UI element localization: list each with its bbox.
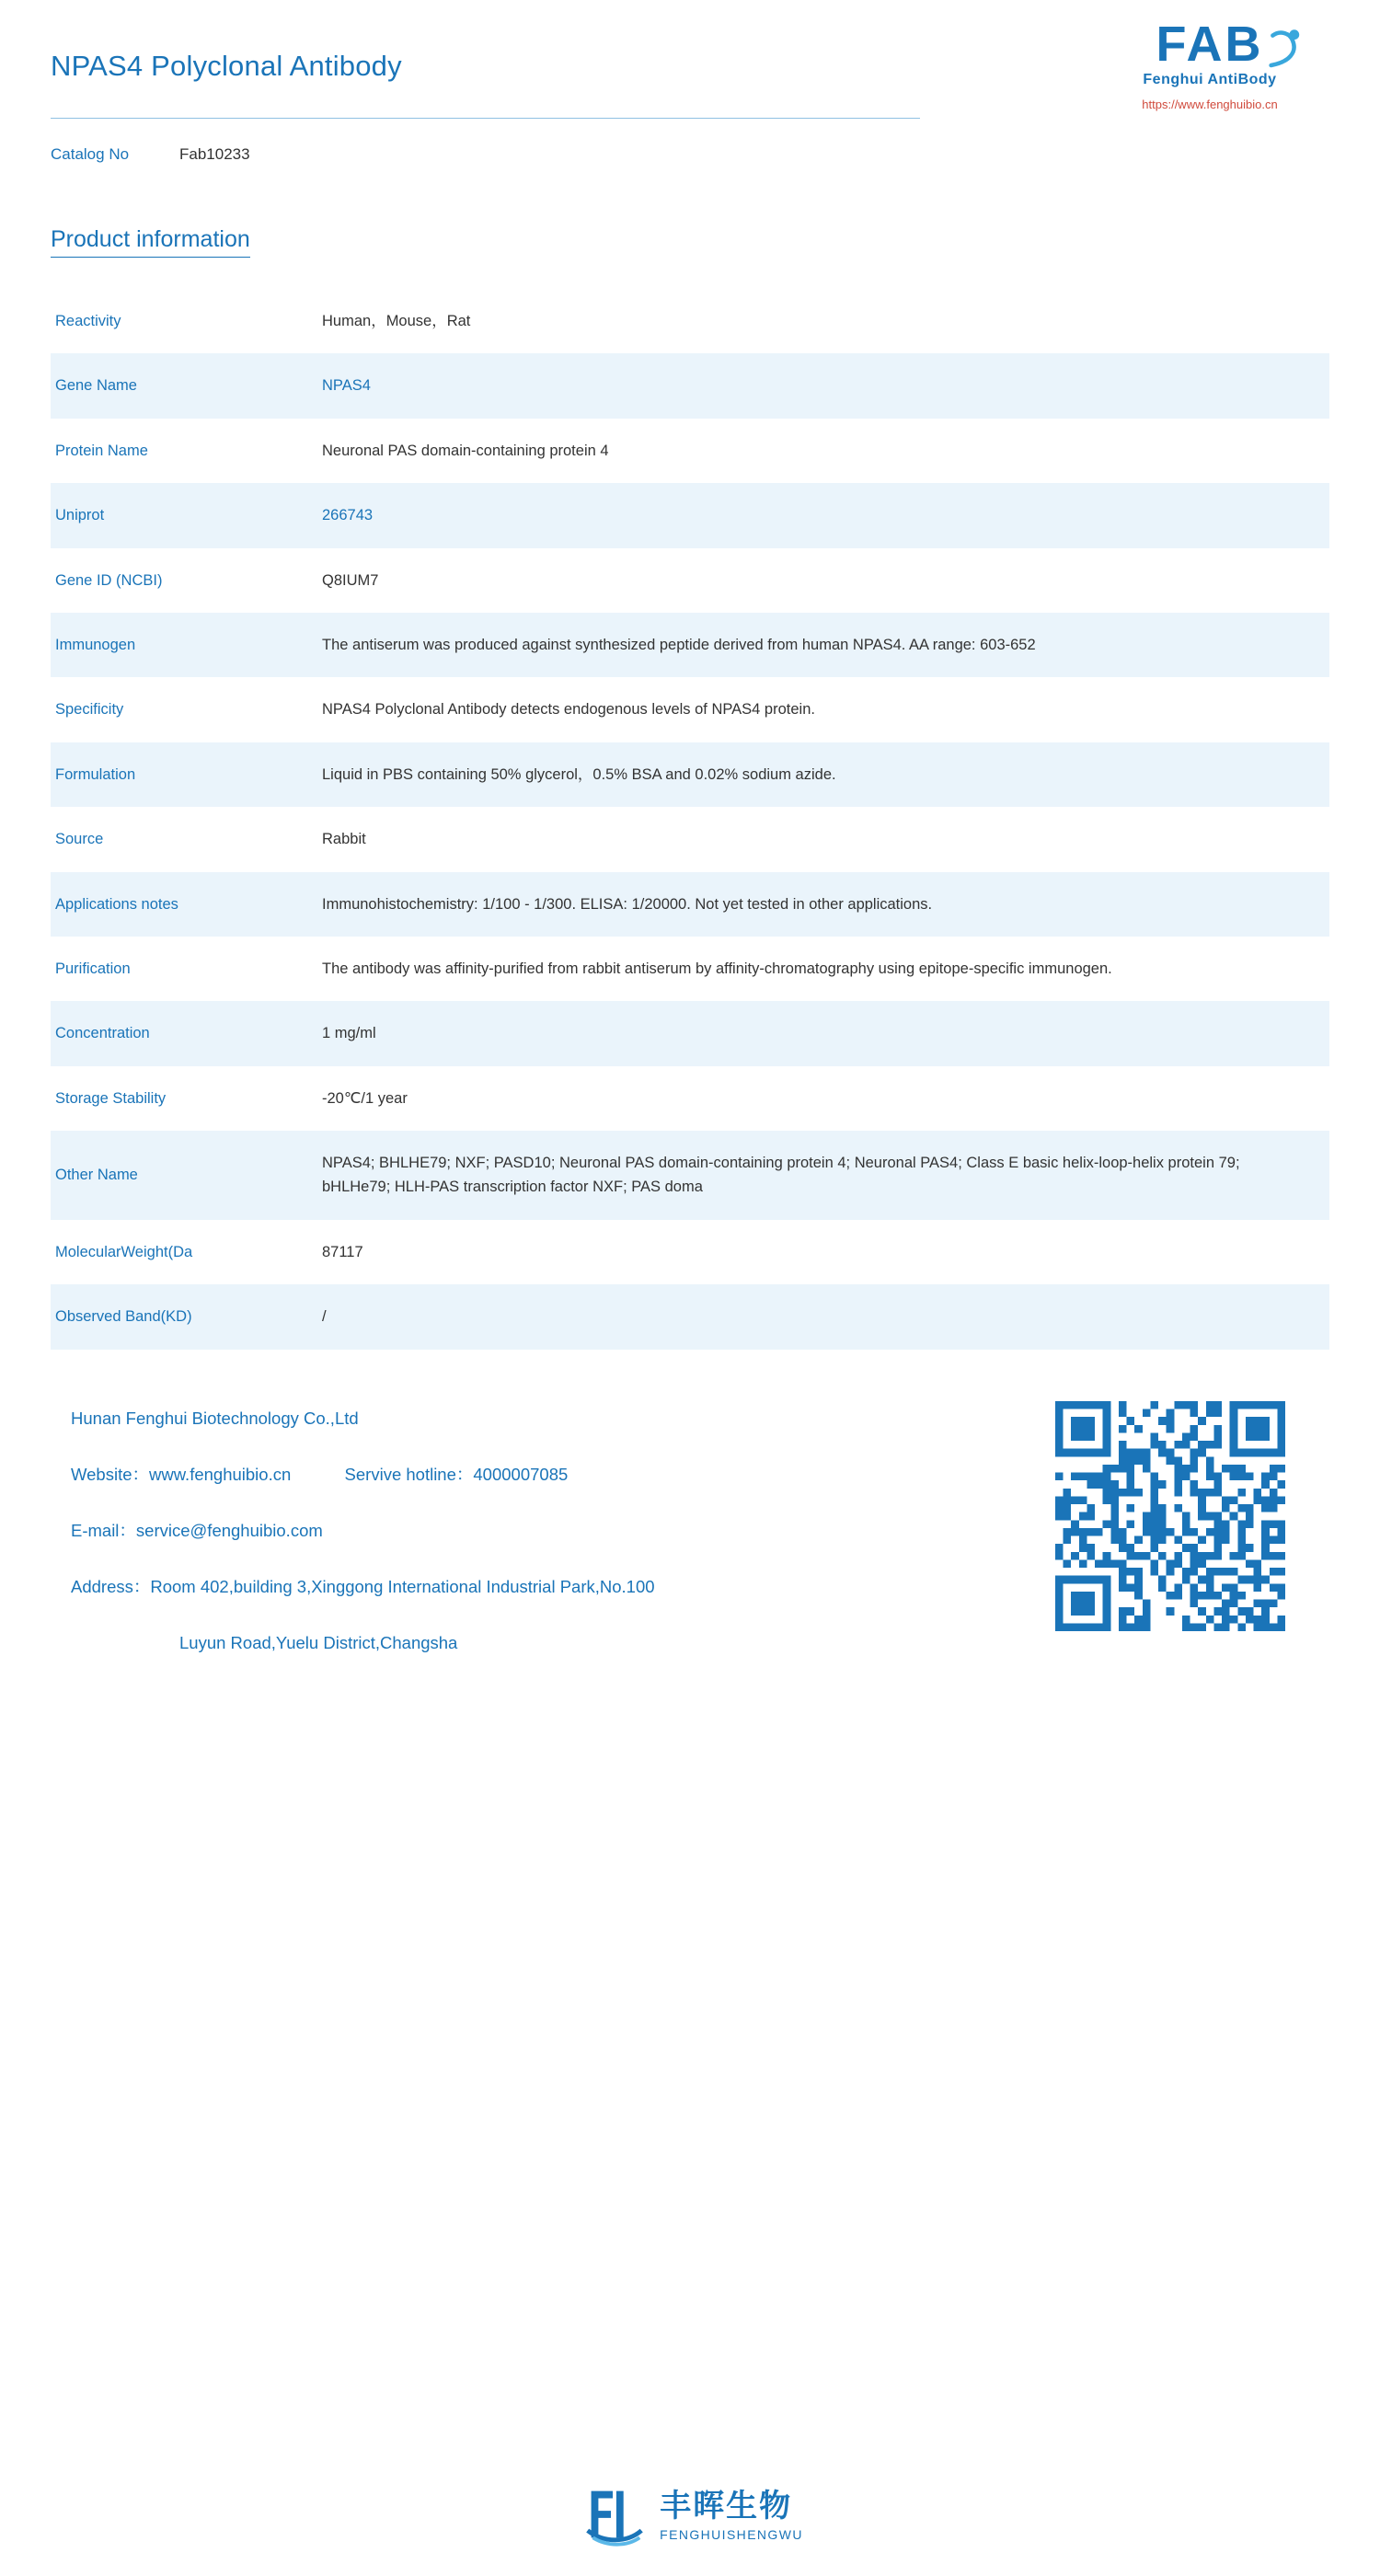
table-row xyxy=(51,353,1329,418)
logo-subtitle: Fenghui AntiBody xyxy=(1143,72,1277,87)
row-value: Immunohistochemistry: 1/100 - 1/300. ELISA: 1/20000. Not yet tested in other applications. xyxy=(322,872,1329,937)
catalog-value: Fab10233 xyxy=(179,145,250,163)
table-row xyxy=(51,548,1329,613)
row-value: 266743 xyxy=(322,483,1329,547)
row-value: / xyxy=(322,1284,1329,1349)
row-label: Concentration xyxy=(51,1001,322,1065)
document-footer xyxy=(51,1390,1329,1666)
row-label: Source xyxy=(55,831,104,848)
row-label: Purification xyxy=(55,960,131,977)
table-row xyxy=(51,289,1329,353)
footer-address-line-2: Luyun Road,Yuelu District,Changsha xyxy=(179,1632,458,1652)
footer-contact-block xyxy=(71,1390,655,1671)
row-label: Storage Stability xyxy=(55,1089,167,1107)
row-value: The antibody was affinity-purified from rabbit antiserum by affinity-chromatography using epitope-specific immunogen. xyxy=(322,960,1112,977)
row-value: Q8IUM7 xyxy=(322,571,379,589)
dna-swoosh-icon xyxy=(1259,24,1309,74)
table-row xyxy=(51,1284,1329,1349)
row-label: Gene Name xyxy=(51,353,322,418)
row-value: Rabbit xyxy=(322,831,366,848)
row-value: The antiserum was produced against synthesized peptide derived from human NPAS4. AA range: 603-652 xyxy=(322,613,1329,677)
document-header xyxy=(51,0,1329,138)
row-label: Applications notes xyxy=(51,872,322,937)
table-row xyxy=(51,937,1329,1001)
row-label: Gene ID (NCBI) xyxy=(55,571,163,589)
brand-name-en: FENGHUISHENGWU xyxy=(660,2526,803,2542)
product-information-table xyxy=(51,289,1329,1350)
footer-website-hotline xyxy=(71,1446,655,1502)
page-title: NPAS4 Polyclonal Antibody xyxy=(51,50,402,82)
row-label: Uniprot xyxy=(51,483,322,547)
brand-footer xyxy=(0,2478,1380,2550)
row-label: Immunogen xyxy=(51,613,322,677)
title-divider xyxy=(51,118,920,119)
table-row xyxy=(51,1066,1329,1131)
table-row xyxy=(51,1220,1329,1284)
table-row xyxy=(51,807,1329,871)
row-value: NPAS4; BHLHE79; NXF; PASD10; Neuronal PAS domain-containing protein 4; Neuronal PAS4; Class E basic helix-loop-helix protein 79; bHLHe79; HLH-PAS transcription factor NXF; PAS doma xyxy=(322,1131,1329,1220)
row-value: Human，Mouse，Rat xyxy=(322,313,471,329)
row-value: 87117 xyxy=(322,1243,363,1260)
qr-code xyxy=(1055,1401,1285,1631)
row-value: 1 mg/ml xyxy=(322,1001,1329,1065)
logo-website-url[interactable]: https://www.fenghuibio.cn xyxy=(1142,98,1278,111)
table-row xyxy=(51,677,1329,742)
row-label: Other Name xyxy=(51,1131,322,1220)
row-value: NPAS4 xyxy=(322,353,1329,418)
logo-wordmark: FAB xyxy=(1156,17,1264,72)
table-row xyxy=(51,483,1329,547)
table-row xyxy=(51,872,1329,937)
company-logo xyxy=(1090,18,1329,111)
catalog-row xyxy=(51,145,1329,182)
brand-text xyxy=(660,2488,803,2542)
row-value: Liquid in PBS containing 50% glycerol，0.5% BSA and 0.02% sodium azide. xyxy=(322,742,1329,807)
footer-email[interactable]: E-mail：service@fenghuibio.com xyxy=(71,1520,323,1540)
row-value: Neuronal PAS domain-containing protein 4 xyxy=(322,442,609,459)
fenghui-logo-icon xyxy=(577,2478,649,2550)
row-label: Protein Name xyxy=(55,442,148,459)
row-label: Formulation xyxy=(51,742,322,807)
section-heading-product-information: Product information xyxy=(51,226,250,258)
row-value: NPAS4 Polyclonal Antibody detects endogenous levels of NPAS4 protein. xyxy=(322,701,815,719)
row-label: MolecularWeight(Da xyxy=(55,1243,193,1260)
table-row xyxy=(51,419,1329,483)
row-label: Reactivity xyxy=(55,313,121,329)
table-row xyxy=(51,1001,1329,1065)
footer-hotline: Servive hotline：4000007085 xyxy=(344,1464,569,1484)
table-row xyxy=(51,613,1329,677)
footer-address-line-1: Address：Room 402,building 3,Xinggong International Industrial Park,No.100 xyxy=(71,1576,655,1596)
table-row xyxy=(51,742,1329,807)
footer-website[interactable]: Website：www.fenghuibio.cn xyxy=(71,1464,292,1484)
row-value: -20℃/1 year xyxy=(322,1089,408,1107)
footer-company: Hunan Fenghui Biotechnology Co.,Ltd xyxy=(71,1408,359,1428)
brand-name-cn: 丰晖生物 xyxy=(660,2488,793,2524)
row-label: Observed Band(KD) xyxy=(51,1284,322,1349)
table-row xyxy=(51,1131,1329,1220)
row-label: Specificity xyxy=(55,701,124,719)
catalog-label: Catalog No xyxy=(51,145,130,163)
